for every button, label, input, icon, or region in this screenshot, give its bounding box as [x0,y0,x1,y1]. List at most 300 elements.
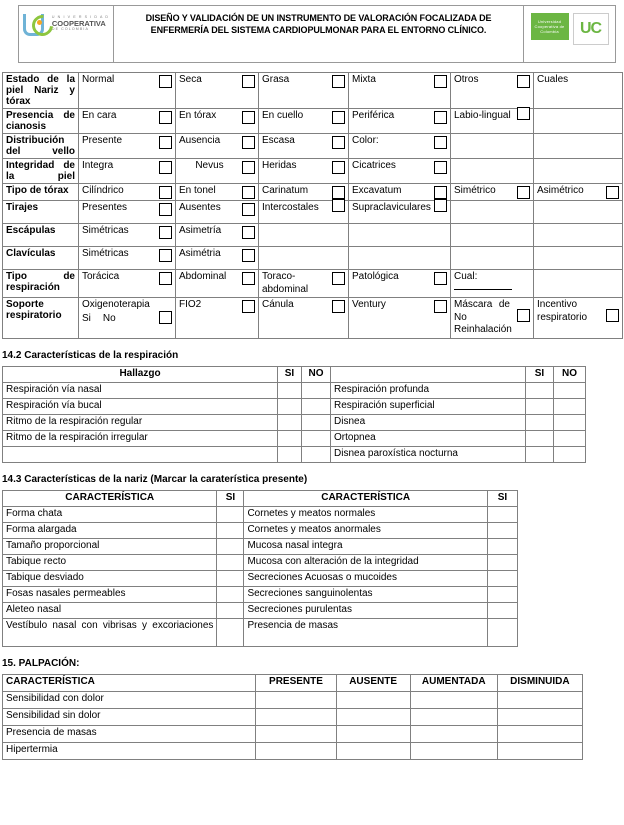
checkbox[interactable] [434,186,447,199]
characteristic-right: Secreciones purulentas [244,602,487,618]
si-cell[interactable] [487,570,517,586]
option-label: Ausencia [179,135,221,146]
col-header-si-1: SI [217,490,244,506]
option-cell [451,109,534,134]
characteristic-left: Tamaño proporcional [3,538,217,554]
si-label: Si [82,313,91,324]
option-cell [79,159,176,184]
checkbox[interactable] [606,309,619,322]
col-header-disminuida: DISMINUIDA [497,674,582,691]
option-label: Heridas [262,160,297,171]
finding-right: Ortopnea [331,430,526,446]
si-cell[interactable] [217,522,244,538]
option-label: Presentes [82,202,128,213]
si-cell[interactable] [526,382,554,398]
option-cell [534,109,623,134]
table-row [3,430,586,446]
checkbox[interactable] [242,186,255,199]
option-cell [259,184,349,201]
si-cell[interactable] [526,398,554,414]
option-cell [176,184,259,201]
option-label: En tórax [179,110,217,121]
option-label: Toraco-abdominal [262,271,309,295]
si-cell[interactable] [217,570,244,586]
checkbox[interactable] [434,136,447,149]
checkbox[interactable] [332,75,345,88]
option-cell [534,270,623,298]
option-cell [176,134,259,159]
option-cell [349,159,451,184]
checkbox[interactable] [242,161,255,174]
option-label: Simétricas [82,248,129,259]
document-title: DISEÑO Y VALIDACIÓN DE UN INSTRUMENTO DE VALORACIÓN FOCALIZADA DE ENFERMERÍA DEL SISTEMA CARDIOPULMONAR PARA EL ENTORNO CLÍNICO. [145,13,492,36]
option-cell [79,134,176,159]
checkbox[interactable] [159,111,172,124]
logo-right-textmark [531,13,569,40]
palpation-characteristic: Sensibilidad con dolor [3,691,256,708]
option-cell [349,270,451,298]
finding-left: Respiración vía bucal [3,398,278,414]
checkbox[interactable] [242,300,255,313]
cual-label: Cual: [454,271,478,282]
si-cell[interactable] [526,446,554,462]
option-label: Simétrico [454,185,496,196]
logo-left-line2: COOPERATIVA [51,18,106,28]
checkbox[interactable] [332,272,345,285]
no-cell[interactable] [554,446,586,462]
option-label: Cilíndrico [82,185,124,196]
col-header-blank [331,366,526,382]
table-row [3,506,518,522]
checkbox[interactable] [332,161,345,174]
checkbox[interactable] [242,75,255,88]
logo-left-line1: U N I V E R S I D A D [51,14,110,19]
option-cell [176,247,259,270]
option-cell [534,184,623,201]
option-label: Mixta [352,74,376,85]
no-cell[interactable] [302,446,331,462]
checkbox[interactable] [434,199,447,212]
row-label: Soporte respiratorio [3,298,79,339]
si-cell[interactable] [217,618,244,646]
row-label: Escápulas [3,224,79,247]
checkbox[interactable] [159,226,172,239]
option-label: Cuales [537,74,569,85]
table-row [3,73,623,109]
row-label: Tipo de respiración [3,270,79,298]
option-cell [79,109,176,134]
option-label: Intercostales [262,202,319,213]
characteristic-left: Tabique desviado [3,570,217,586]
col-header-caracteristica: CARACTERÍSTICA [3,674,256,691]
option-cell [79,184,176,201]
no-label: No [102,313,116,324]
palpation-characteristic: Sensibilidad sin dolor [3,708,256,725]
table-row [3,270,623,298]
option-label: Color: [352,135,379,146]
table-header-row [3,490,518,506]
row-label: Tipo de tórax [3,184,79,201]
ausente-cell[interactable] [336,691,410,708]
characteristic-right: Mucosa con alteración de la integridad [244,554,487,570]
logo-right-line1: Universidad [537,19,562,24]
table-row [3,570,518,586]
checkbox[interactable] [159,75,172,88]
si-cell[interactable] [217,586,244,602]
assessment-table-body [3,73,623,339]
document-page [0,5,624,825]
university-cooperativa-logo [19,6,114,62]
respiration-characteristics-table [2,366,586,463]
option-cell [451,298,534,339]
characteristic-right: Secreciones sanguinolentas [244,586,487,602]
characteristic-left: Fosas nasales permeables [3,586,217,602]
aumentada-cell[interactable] [410,725,497,742]
row-label: Integridad de la piel [3,159,79,184]
option-cell [349,201,451,224]
checkbox[interactable] [434,161,447,174]
characteristic-left: Forma chata [3,506,217,522]
aumentada-cell[interactable] [410,742,497,759]
checkbox[interactable] [517,75,530,88]
presente-cell[interactable] [256,742,336,759]
table-row [3,398,586,414]
col-header-aumentada: AUMENTADA [410,674,497,691]
finding-left: Ritmo de la respiración irregular [3,430,278,446]
option-cell [176,270,259,298]
cual-write-line[interactable] [454,289,512,290]
table-header-row [3,674,583,691]
checkbox[interactable] [434,272,447,285]
checkbox[interactable] [434,75,447,88]
checkbox[interactable] [332,199,345,212]
row-label: Distribución del vello [3,134,79,159]
si-cell[interactable] [278,446,302,462]
checkbox[interactable] [332,136,345,149]
section-15-heading: 15. PALPACIÓN: [2,657,80,669]
palpation-characteristic: Hipertermia [3,742,256,759]
table-row [3,586,518,602]
aumentada-cell[interactable] [410,691,497,708]
checkbox[interactable] [606,186,619,199]
option-cell [451,270,534,298]
option-cell [79,201,176,224]
checkbox[interactable] [242,249,255,262]
option-cell [451,184,534,201]
option-cell [79,298,176,339]
logo-right-line2: Cooperativa de [534,24,565,29]
uc-glyph-icon: UC [579,20,602,37]
option-label: En cuello [262,110,304,121]
option-label: Periférica [352,110,395,121]
option-label: Ventury [352,299,386,310]
checkbox[interactable] [517,107,530,120]
col-header-hallazgo: Hallazgo [3,366,278,382]
row-label: Presencia de cianosis [3,109,79,134]
finding-left [3,446,278,462]
option-cell [259,73,349,109]
col-header-caracteristica-2: CARACTERÍSTICA [244,490,487,506]
si-cell[interactable] [278,414,302,430]
table-row [3,201,623,224]
si-cell[interactable] [487,618,517,646]
table-row [3,247,623,270]
col-header-caracteristica-1: CARACTERÍSTICA [3,490,217,506]
option-label: Máscara de No Reinhalación [454,299,512,335]
option-cell [259,134,349,159]
option-cell [349,134,451,159]
aumentada-cell[interactable] [410,708,497,725]
table-row [3,742,583,759]
disminuida-cell[interactable] [497,691,582,708]
option-cell [451,224,534,247]
option-cell [259,159,349,184]
option-cell [451,247,534,270]
option-cell [534,159,623,184]
no-cell[interactable] [554,382,586,398]
si-cell[interactable] [526,414,554,430]
option-cell [176,201,259,224]
option-label: Labio-lingual [454,110,511,121]
checkbox[interactable] [159,272,172,285]
option-cell [176,224,259,247]
finding-right: Respiración profunda [331,382,526,398]
disminuida-cell[interactable] [497,742,582,759]
si-cell[interactable] [487,506,517,522]
option-cell [534,201,623,224]
characteristic-right: Secreciones Acuosas o mucoides [244,570,487,586]
checkbox[interactable] [332,300,345,313]
option-cell [451,134,534,159]
option-cell [534,224,623,247]
option-label: Normal [82,74,115,85]
row-label: Clavículas [3,247,79,270]
option-label: Carinatum [262,185,309,196]
option-cell [176,159,259,184]
characteristic-right: Cornetes y meatos anormales [244,522,487,538]
checkbox[interactable] [159,203,172,216]
option-cell [259,224,349,247]
no-cell[interactable] [302,398,331,414]
characteristic-left: Tabique recto [3,554,217,570]
presente-cell[interactable] [256,708,336,725]
checkbox[interactable] [332,111,345,124]
checkbox[interactable] [434,111,447,124]
checkbox[interactable] [242,136,255,149]
option-label: Asimétrico [537,185,584,196]
option-cell [534,134,623,159]
si-cell[interactable] [487,602,517,618]
checkbox[interactable] [242,226,255,239]
option-cell [176,73,259,109]
option-label: Simétricas [82,225,129,236]
si-cell[interactable] [217,554,244,570]
table-row [3,522,518,538]
checkbox[interactable] [159,161,172,174]
characteristic-right: Presencia de masas [244,618,487,646]
palpation-characteristic: Presencia de masas [3,725,256,742]
option-label: Oxigenoterapia [82,299,150,310]
logo-left-line3: DE COLOMBIA [51,27,89,32]
option-cell [79,73,176,109]
col-header-ausente: AUSENTE [336,674,410,691]
no-cell[interactable] [554,398,586,414]
option-cell [349,109,451,134]
si-cell[interactable] [487,554,517,570]
col-header-si: SI [278,366,302,382]
checkbox[interactable] [159,136,172,149]
option-label: Otros [454,74,479,85]
si-cell[interactable] [217,602,244,618]
option-label: Integra [82,160,114,171]
col-header-si-2: SI [487,490,517,506]
table-row [3,224,623,247]
table-row [3,446,586,462]
palpation-table-body [3,674,583,759]
option-cell [259,247,349,270]
option-cell [451,73,534,109]
table-row [3,184,623,201]
option-label: En tonel [179,185,216,196]
option-cell [349,298,451,339]
option-label: Asimetría [179,225,222,236]
checkbox[interactable] [517,309,530,322]
nose-table-body [3,490,518,646]
table-row [3,602,518,618]
table-row [3,414,586,430]
option-cell [79,247,176,270]
option-cell [534,247,623,270]
table-row [3,159,623,184]
option-cell [79,270,176,298]
no-cell[interactable] [302,382,331,398]
option-label: Excavatum [352,185,402,196]
option-label: FIO2 [179,299,202,310]
option-label: Cicatrices [352,160,396,171]
ausente-cell[interactable] [336,742,410,759]
col-header-presente: PRESENTE [256,674,336,691]
palpation-table [2,674,583,760]
col-header-si2: SI [526,366,554,382]
option-label: Asimétria [179,248,221,259]
checkbox[interactable] [434,300,447,313]
si-cell[interactable] [278,382,302,398]
ausente-cell[interactable] [336,725,410,742]
section-143-heading: 14.3 Características de la nariz (Marcar la caraterística presente) [2,473,308,485]
disminuida-cell[interactable] [497,708,582,725]
checkbox[interactable] [159,249,172,262]
si-cell[interactable] [278,398,302,414]
table-row [3,109,623,134]
disminuida-cell[interactable] [497,725,582,742]
checkbox[interactable] [159,311,172,324]
finding-left: Ritmo de la respiración regular [3,414,278,430]
option-cell [349,184,451,201]
presente-cell[interactable] [256,691,336,708]
option-cell [349,224,451,247]
option-cell [451,159,534,184]
table-row [3,618,518,646]
table-row [3,298,623,339]
option-cell [349,247,451,270]
university-secondary-logo [523,6,615,62]
finding-left: Respiración vía nasal [3,382,278,398]
table-row [3,554,518,570]
option-label: Supraclaviculares [352,202,431,213]
logo-right-line3: Colombia [540,29,559,34]
finding-right: Disnea [331,414,526,430]
si-cell[interactable] [217,538,244,554]
characteristic-right: Mucosa nasal integra [244,538,487,554]
nose-characteristics-table [2,490,518,647]
finding-right: Respiración superficial [331,398,526,414]
col-header-no2: NO [554,366,586,382]
document-header [18,5,616,63]
col-header-no: NO [302,366,331,382]
option-label: Presente [82,135,123,146]
characteristic-left: Aleteo nasal [3,602,217,618]
si-cell[interactable] [487,522,517,538]
ucc-emblem-icon [23,14,49,34]
option-label: Ausentes [179,202,221,213]
option-cell [349,73,451,109]
option-cell [259,109,349,134]
no-cell[interactable] [302,414,331,430]
si-cell[interactable] [526,430,554,446]
option-label: Patológica [352,271,399,282]
option-cell [79,224,176,247]
table-header-row [3,366,586,382]
table-row [3,691,583,708]
option-cell [176,298,259,339]
option-cell [259,298,349,339]
si-cell[interactable] [487,586,517,602]
option-label: Seca [179,74,202,85]
si-cell[interactable] [278,430,302,446]
no-cell[interactable] [554,430,586,446]
finding-right: Disnea paroxística nocturna [331,446,526,462]
table-row [3,708,583,725]
table-row [3,538,518,554]
option-cell [259,270,349,298]
presente-cell[interactable] [256,725,336,742]
option-cell [176,109,259,134]
characteristic-left: Vestíbulo nasal con vibrisas y excoriaciones [3,618,217,646]
option-label: Cánula [262,299,294,310]
row-label: Estado de la piel Nariz y tórax [3,73,79,109]
no-cell[interactable] [302,430,331,446]
si-cell[interactable] [217,506,244,522]
characteristic-right: Cornetes y meatos normales [244,506,487,522]
table-row [3,134,623,159]
checkbox[interactable] [242,111,255,124]
si-cell[interactable] [487,538,517,554]
checkbox[interactable] [159,186,172,199]
checkbox[interactable] [242,203,255,216]
checkbox[interactable] [517,186,530,199]
table-row [3,382,586,398]
checkbox[interactable] [242,272,255,285]
option-label: Incentivo respiratorio [537,299,588,323]
option-label: Nevus [195,160,224,171]
option-label: Grasa [262,74,290,85]
assessment-table [2,72,623,339]
option-label: Torácica [82,271,120,282]
checkbox[interactable] [332,186,345,199]
respiration-table-body [3,366,586,462]
ausente-cell[interactable] [336,708,410,725]
no-cell[interactable] [554,414,586,430]
